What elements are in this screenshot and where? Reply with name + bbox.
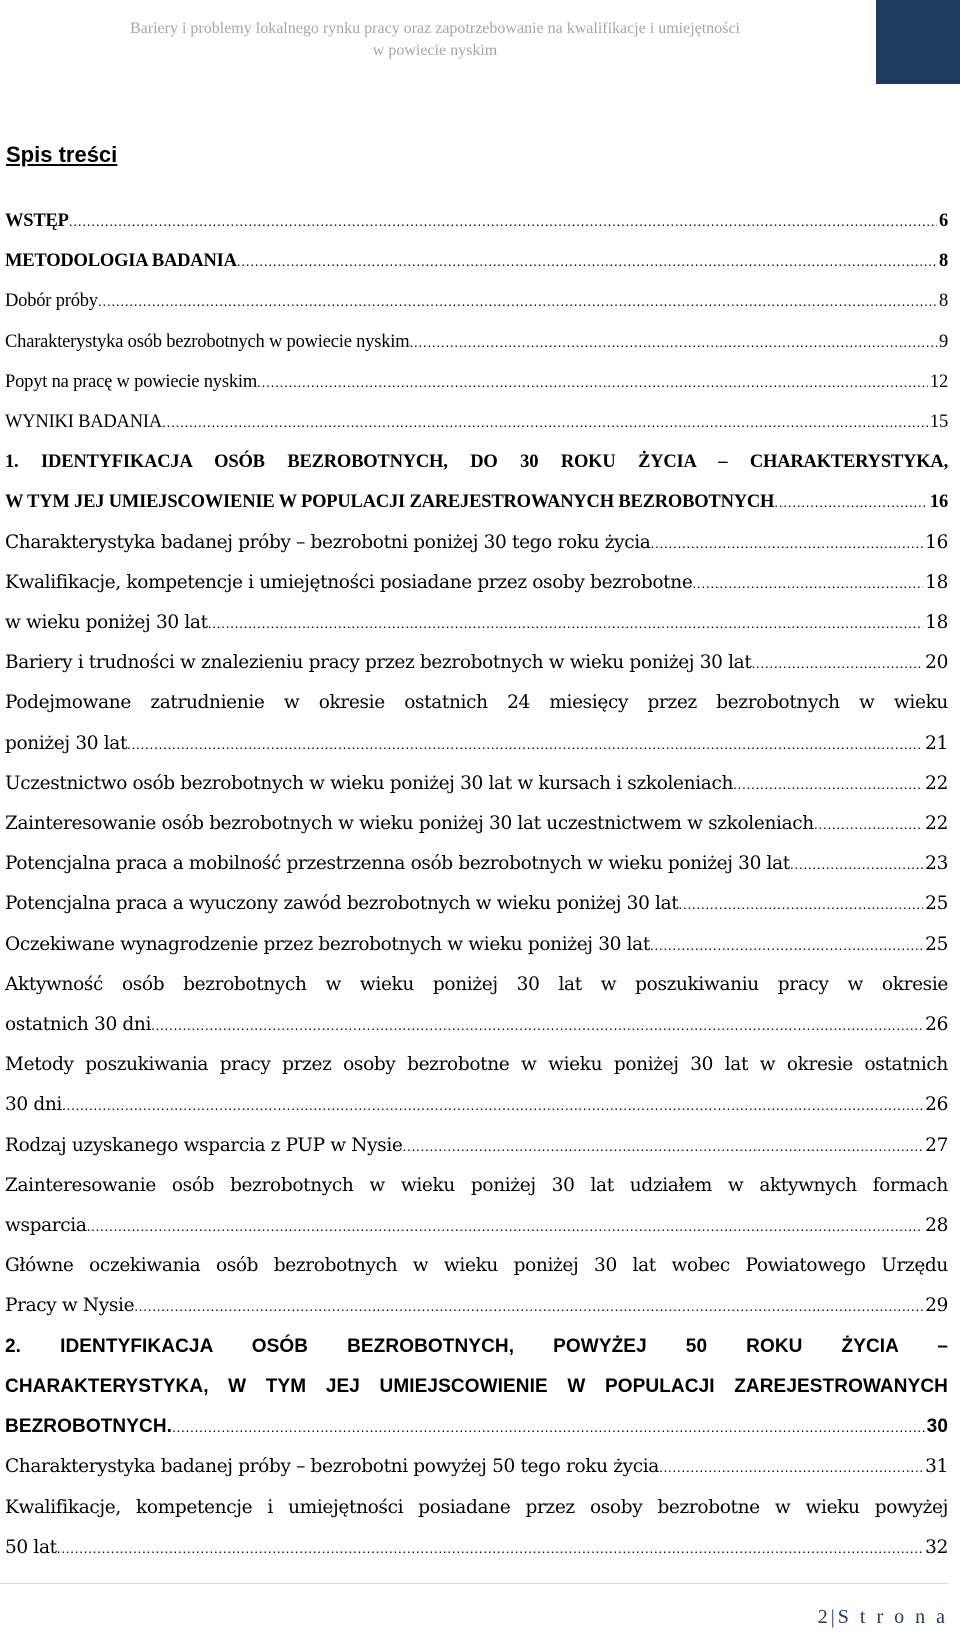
toc-entry-text: Popyt na pracę w powiecie nyskim xyxy=(5,371,258,392)
toc-entry[interactable] xyxy=(5,322,948,362)
toc-entry[interactable] xyxy=(5,1488,948,1568)
toc-entry-line: 2. IDENTYFIKACJA OSÓB BEZROBOTNYCH, POWYŻEJ 50 ROKU ŻYCIA – xyxy=(5,1335,948,1357)
toc-entry-last-line xyxy=(5,1005,948,1045)
toc-entry[interactable] xyxy=(5,603,948,643)
toc-entry[interactable] xyxy=(5,402,948,442)
toc-dot-leader xyxy=(208,603,924,643)
toc-page-number: 20 xyxy=(925,652,948,674)
toc-dot-leader xyxy=(172,1407,925,1447)
toc-entry-line: Kwalifikacje, kompetencje i umiejętności posiadane przez osoby bezrobotne w wieku powyżej xyxy=(5,1496,948,1518)
toc-entry-line: 1. IDENTYFIKACJA OSÓB BEZROBOTNYCH, DO 30 ROKU ŻYCIA – CHARAKTERYSTYKA, xyxy=(5,452,948,473)
toc-dot-leader xyxy=(257,362,928,402)
toc-entry-text: wsparcia xyxy=(5,1215,87,1237)
toc-entry-text: Bariery i trudności w znalezieniu pracy przez bezrobotnych w wieku poniżej 30 lat xyxy=(5,652,752,674)
toc-entry[interactable] xyxy=(5,563,948,603)
toc-entry-last-line xyxy=(5,241,948,281)
toc-page-number: 15 xyxy=(929,412,948,433)
toc-dot-leader xyxy=(659,1447,923,1487)
toc-entry-text: Potencjalna praca a mobilność przestrzenna osób bezrobotnych w wieku poniżej 30 lat xyxy=(5,853,790,875)
toc-dot-leader xyxy=(650,925,923,965)
toc-entry[interactable] xyxy=(5,643,948,683)
toc-entry[interactable] xyxy=(5,362,948,402)
toc-dot-leader xyxy=(69,201,937,241)
toc-entry[interactable] xyxy=(5,281,948,321)
toc-entry[interactable] xyxy=(5,1447,948,1487)
toc-entry-text: ostatnich 30 dni xyxy=(5,1014,152,1036)
toc-dot-leader xyxy=(403,1126,924,1166)
toc-entry[interactable] xyxy=(5,1166,948,1246)
toc-entry-line: Metody poszukiwania pracy przez osoby bezrobotne w wieku poniżej 30 lat w okresie ostatnich xyxy=(5,1054,948,1076)
toc-entry-text: Uczestnictwo osób bezrobotnych w wieku poniżej 30 lat w kursach i szkoleniach xyxy=(5,772,734,794)
toc-entry-line: CHARAKTERYSTYKA, W TYM JEJ UMIEJSCOWIENIE W POPULACJI ZAREJESTROWANYCH xyxy=(5,1375,948,1397)
page-footer xyxy=(818,1606,948,1629)
toc-page-number: 26 xyxy=(925,1014,948,1036)
toc-page-number: 16 xyxy=(925,531,948,553)
toc-dot-leader xyxy=(692,563,923,603)
toc-entry-text: Charakterystyka badanej próby – bezrobotni powyżej 50 tego roku życia xyxy=(5,1456,659,1478)
toc-page-number: 26 xyxy=(925,1094,948,1116)
toc-entry-text: Charakterystyka badanej próby – bezrobotni poniżej 30 tego roku życia xyxy=(5,531,651,553)
toc-entry-text: Dobór próby xyxy=(5,291,98,312)
toc-dot-leader xyxy=(733,764,923,804)
toc-entry-text: Potencjalna praca a wyuczony zawód bezrobotnych w wieku poniżej 30 lat xyxy=(5,893,679,915)
running-header xyxy=(0,18,870,62)
header-line-1: Bariery i problemy lokalnego rynku pracy oraz zapotrzebowanie na kwalifikacje i umiejętności xyxy=(130,20,740,37)
toc-page-number: 8 xyxy=(938,251,948,272)
toc-entry-last-line xyxy=(5,844,948,884)
toc-dot-leader xyxy=(162,402,928,442)
toc-page-number: 8 xyxy=(938,291,948,312)
header-line-2: w powiecie nyskim xyxy=(372,42,498,59)
toc-dot-leader xyxy=(87,1206,924,1246)
toc-dot-leader xyxy=(134,1286,923,1326)
toc-entry-line: Aktywność osób bezrobotnych w wieku poniżej 30 lat w poszukiwaniu pracy w okresie xyxy=(5,973,948,995)
toc-entry-text: poniżej 30 lat xyxy=(5,732,128,754)
toc-page-number: 28 xyxy=(925,1215,948,1237)
toc-dot-leader xyxy=(62,1085,923,1125)
toc-entry-last-line xyxy=(5,1206,948,1246)
toc-entry-last-line xyxy=(5,925,948,965)
toc-entry[interactable] xyxy=(5,1327,948,1448)
toc-dot-leader xyxy=(678,884,923,924)
toc-entry-text: Rodzaj uzyskanego wsparcia z PUP w Nysie xyxy=(5,1134,403,1156)
toc-entry-text: Charakterystyka osób bezrobotnych w powiecie nyskim xyxy=(5,331,410,352)
toc-entry-text: Pracy w Nysie xyxy=(5,1295,135,1317)
toc-entry-last-line xyxy=(5,603,948,643)
toc-page-number: 25 xyxy=(925,933,948,955)
toc-page-number: 21 xyxy=(925,732,948,754)
toc-entry[interactable] xyxy=(5,804,948,844)
toc-page-number: 31 xyxy=(925,1456,948,1478)
toc-entry-text: WSTĘP xyxy=(5,211,69,231)
toc-entry-last-line xyxy=(5,1126,948,1166)
toc-entry-last-line xyxy=(5,1407,948,1447)
toc-entry[interactable] xyxy=(5,884,948,924)
toc-entry-last-line xyxy=(5,884,948,924)
toc-entry[interactable] xyxy=(5,965,948,1045)
toc-entry-last-line xyxy=(5,362,948,402)
toc-page-number: 30 xyxy=(926,1416,948,1438)
toc-entry-last-line xyxy=(5,523,948,563)
toc-entry-last-line xyxy=(5,724,948,764)
toc-dot-leader xyxy=(57,1528,923,1568)
toc-page-number: 18 xyxy=(925,612,948,634)
toc-entry[interactable] xyxy=(5,523,948,563)
toc-entry[interactable] xyxy=(5,925,948,965)
toc-entry-text: W TYM JEJ UMIEJSCOWIENIE W POPULACJI ZAREJESTROWANYCH BEZROBOTNYCH xyxy=(5,492,775,513)
toc-entry[interactable] xyxy=(5,1045,948,1125)
footer-divider xyxy=(0,1583,948,1584)
toc-entry-line: Zainteresowanie osób bezrobotnych w wieku poniżej 30 lat udziałem w aktywnych formach xyxy=(5,1174,948,1196)
toc-entry-last-line xyxy=(5,281,948,321)
page-number: 2 xyxy=(817,1606,831,1628)
toc-page-number: 29 xyxy=(925,1295,948,1317)
header-color-block xyxy=(876,0,960,84)
toc-entry[interactable] xyxy=(5,1246,948,1326)
toc-entry-text: Oczekiwane wynagrodzenie przez bezrobotnych w wieku poniżej 30 lat xyxy=(5,933,650,955)
toc-entry-last-line xyxy=(5,764,948,804)
toc-entry-text: BEZROBOTNYCH. xyxy=(5,1416,173,1438)
toc-dot-leader xyxy=(651,523,924,563)
toc-dot-leader xyxy=(409,322,937,362)
toc-entry-last-line xyxy=(5,643,948,683)
toc-page-number: 22 xyxy=(925,813,948,835)
toc-dot-leader xyxy=(751,643,923,683)
toc-entry-text: Kwalifikacje, kompetencje i umiejętności posiadane przez osoby bezrobotne xyxy=(5,571,693,593)
toc-entry-text: Zainteresowanie osób bezrobotnych w wieku poniżej 30 lat uczestnictwem w szkoleniach xyxy=(5,813,814,835)
toc-entry-text: WYNIKI BADANIA xyxy=(5,412,162,433)
toc-title: Spis treści xyxy=(6,142,118,167)
toc-dot-leader xyxy=(98,281,937,321)
toc-entry[interactable] xyxy=(5,201,948,241)
toc-page-number: 6 xyxy=(938,211,948,231)
toc-entry-last-line xyxy=(5,563,948,603)
toc-page-number: 23 xyxy=(925,853,948,875)
toc-page-number: 25 xyxy=(925,893,948,915)
toc-entry-text: w wieku poniżej 30 lat xyxy=(5,612,208,634)
toc-dot-leader xyxy=(774,482,928,522)
toc-entry-line: Główne oczekiwania osób bezrobotnych w wieku poniżej 30 lat wobec Powiatowego Urzędu xyxy=(5,1255,948,1277)
toc-entry[interactable] xyxy=(5,844,948,884)
toc-page-number: 18 xyxy=(925,571,948,593)
toc-entry-line: Podejmowane zatrudnienie w okresie ostatnich 24 miesięcy przez bezrobotnych w wieku xyxy=(5,692,948,714)
toc-entry-last-line xyxy=(5,804,948,844)
toc-entry-last-line xyxy=(5,482,948,522)
toc-dot-leader xyxy=(237,241,937,281)
toc-page-number: 22 xyxy=(925,772,948,794)
toc-dot-leader xyxy=(127,724,923,764)
toc-entry[interactable] xyxy=(5,1126,948,1166)
toc-entry-last-line xyxy=(5,201,948,241)
toc-entry[interactable] xyxy=(5,442,948,522)
toc-page-number: 27 xyxy=(925,1134,948,1156)
toc-entry-text: 30 dni xyxy=(5,1094,62,1116)
toc-page-number: 16 xyxy=(929,492,948,513)
toc-page-number: 32 xyxy=(925,1536,948,1558)
toc-dot-leader xyxy=(814,804,923,844)
toc-entry-text: 50 lat xyxy=(5,1536,57,1558)
toc-entry-last-line xyxy=(5,1447,948,1487)
toc-entry[interactable] xyxy=(5,764,948,804)
toc-entry[interactable] xyxy=(5,241,948,281)
toc-entry-last-line xyxy=(5,1286,948,1326)
footer-separator: | xyxy=(830,1606,838,1628)
toc-dot-leader xyxy=(151,1005,923,1045)
toc-page-number: 9 xyxy=(938,331,948,352)
toc-entry-last-line xyxy=(5,402,948,442)
page-label: S t r o n a xyxy=(837,1606,948,1628)
toc-entry-last-line xyxy=(5,1528,948,1568)
toc-entry-last-line xyxy=(5,322,948,362)
toc-page-number: 12 xyxy=(929,371,948,392)
toc-dot-leader xyxy=(790,844,923,884)
toc-entry[interactable] xyxy=(5,683,948,763)
toc-entry-last-line xyxy=(5,1085,948,1125)
table-of-contents xyxy=(5,201,948,1568)
toc-entry-text: METODOLOGIA BADANIA xyxy=(5,251,237,272)
